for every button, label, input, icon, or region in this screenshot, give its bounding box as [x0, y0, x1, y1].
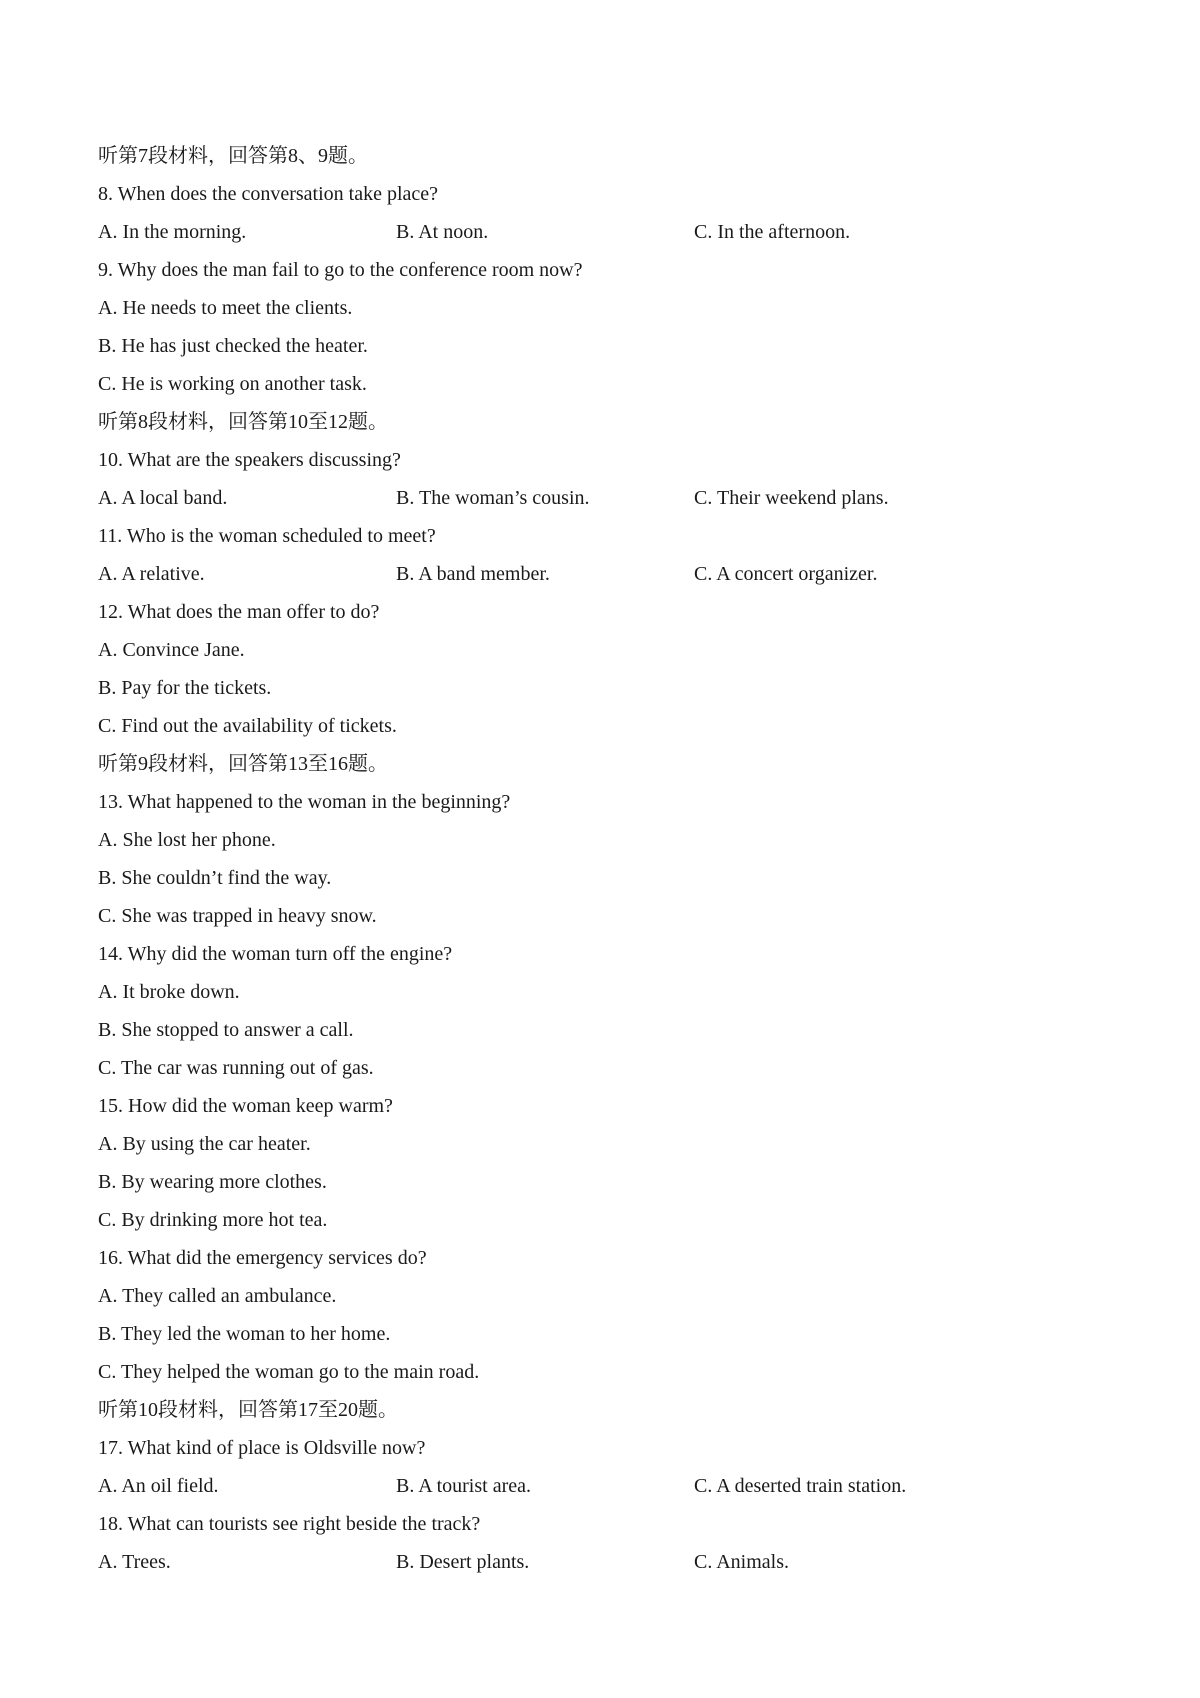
option-b: B. The woman’s cousin. [396, 487, 590, 509]
option-b: B. Desert plants. [396, 1551, 530, 1573]
question-stem: 11. Who is the woman scheduled to meet? [98, 525, 436, 547]
option-a: A. An oil field. [98, 1475, 219, 1497]
option-c: C. A concert organizer. [694, 563, 878, 585]
option-a: A. She lost her phone. [98, 829, 276, 851]
question-stem: 9. Why does the man fail to go to the conference room now? [98, 259, 583, 281]
option-b: B. A band member. [396, 563, 550, 585]
question-stem: 17. What kind of place is Oldsville now? [98, 1437, 426, 1459]
question-stem: 18. What can tourists see right beside the track? [98, 1513, 481, 1535]
section-heading: 听第10段材料，回答第17至20题。 [98, 1399, 398, 1421]
question-stem: 12. What does the man offer to do? [98, 601, 380, 623]
option-b: B. A tourist area. [396, 1475, 531, 1497]
question-stem: 16. What did the emergency services do? [98, 1247, 427, 1269]
option-a: A. Trees. [98, 1551, 171, 1573]
option-a: A. In the morning. [98, 221, 247, 243]
option-c: C. He is working on another task. [98, 373, 367, 395]
section-heading: 听第9段材料，回答第13至16题。 [98, 753, 388, 775]
option-c: C. Find out the availability of tickets. [98, 715, 397, 737]
option-c: C. Animals. [694, 1551, 790, 1573]
options-row [98, 1543, 1118, 1581]
question-stem: 10. What are the speakers discussing? [98, 449, 401, 471]
option-c: C. In the afternoon. [694, 221, 851, 243]
option-a: A. He needs to meet the clients. [98, 297, 353, 319]
question-stem: 14. Why did the woman turn off the engine? [98, 943, 453, 965]
option-a: A. They called an ambulance. [98, 1285, 337, 1307]
option-c: C. A deserted train station. [694, 1475, 907, 1497]
option-b: B. She stopped to answer a call. [98, 1019, 354, 1041]
options-row [98, 555, 1118, 593]
option-b: B. She couldn’t find the way. [98, 867, 332, 889]
option-b: B. He has just checked the heater. [98, 335, 368, 357]
option-c: C. Their weekend plans. [694, 487, 889, 509]
options-row [98, 479, 1118, 517]
option-a: A. By using the car heater. [98, 1133, 311, 1155]
option-c: C. By drinking more hot tea. [98, 1209, 328, 1231]
options-row [98, 213, 1118, 251]
option-a: A. A local band. [98, 487, 228, 509]
option-c: C. The car was running out of gas. [98, 1057, 374, 1079]
option-c: C. She was trapped in heavy snow. [98, 905, 377, 927]
option-a: A. It broke down. [98, 981, 240, 1003]
section-heading: 听第8段材料，回答第10至12题。 [98, 411, 388, 433]
option-a: A. A relative. [98, 563, 205, 585]
option-c: C. They helped the woman go to the main road. [98, 1361, 480, 1383]
options-row [98, 1467, 1118, 1505]
option-b: B. By wearing more clothes. [98, 1171, 327, 1193]
question-stem: 8. When does the conversation take place? [98, 183, 439, 205]
question-stem: 15. How did the woman keep warm? [98, 1095, 393, 1117]
section-heading: 听第7段材料，回答第8、9题。 [98, 145, 368, 167]
option-a: A. Convince Jane. [98, 639, 245, 661]
option-b: B. They led the woman to her home. [98, 1323, 391, 1345]
option-b: B. At noon. [396, 221, 489, 243]
question-list [98, 137, 1118, 1581]
question-stem: 13. What happened to the woman in the beginning? [98, 791, 511, 813]
option-b: B. Pay for the tickets. [98, 677, 272, 699]
